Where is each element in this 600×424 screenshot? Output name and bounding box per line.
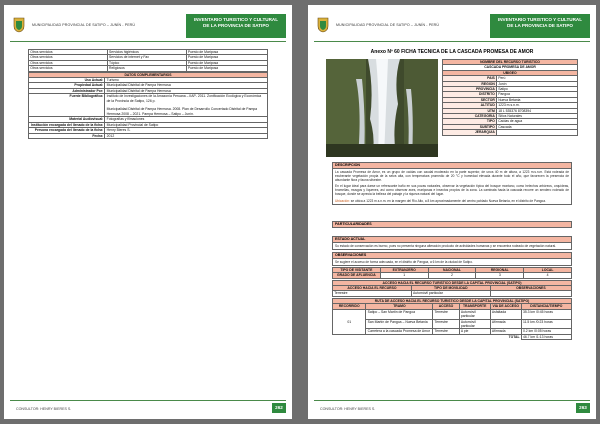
page-left <box>4 5 292 419</box>
table-cell: Automóvil particular <box>459 309 490 319</box>
field-label: Material Audiovisual: <box>29 117 105 122</box>
particularidades-title: PARTICULARIDADES <box>332 221 572 228</box>
route-title: RUTA DE ACCESO HACIA EL RECURSO TURISTICO DESDE LA CAPITAL PROVINCIAL (SATIPO) <box>333 298 572 303</box>
ficha-table-wrap <box>442 59 578 136</box>
field-value: Sitios Naturales <box>497 114 578 119</box>
column-header: TRANSPORTE <box>459 304 490 309</box>
inventory-title-box <box>490 14 590 38</box>
field-label: Uso Actual: <box>29 78 105 83</box>
table-row <box>443 130 578 135</box>
table-cell: GRADO DE AFLUENCIA <box>333 273 381 278</box>
field-label: PROVINCIA <box>443 87 497 92</box>
description-paragraph-1: La cascada Promesa de Amor, es un grupo de caídas con caudal moderado en la parte superior, de unos 40 m de altura, a 1223 m.s.n.m. Está rodeada de exuberante vegetación propia de la selva alta, con temperatura promedio de 20 °C y humedad elevada durante todo el año, que favorecen la presencia de abundante flora y fauna silvestre. <box>335 170 569 183</box>
left-content <box>28 49 268 139</box>
field-value: 1223 m.s.n.m. <box>497 103 578 108</box>
column-header: ACCESO <box>433 304 459 309</box>
table-cell: Terrestre <box>433 329 459 334</box>
location-text: se ubica a 1223 m.s.n.m. en la margen del Río Alto, a 8 km aproximadamente del centro poblado Nueva Betania, en el distrito de Pangoa. <box>350 198 546 203</box>
waterfall-photo <box>326 59 438 157</box>
ficha-table <box>442 59 578 136</box>
field-value: 2012 <box>105 133 268 138</box>
table-cell: 2 <box>428 273 476 278</box>
column-header: ACCESO HACIA EL RECURSO <box>333 286 412 291</box>
field-value: Junín <box>497 81 578 86</box>
municipality-name: MUNICIPALIDAD PROVINCIAL DE SATIPO – JUNÍN - PERÚ <box>336 23 440 27</box>
header-divider <box>314 41 590 42</box>
observaciones-text: Se sugiere el acceso de forma adecuada, en el distrito de Pangoa, a 6 km de la ciudad de Satipo. <box>332 259 572 266</box>
table-cell: Puesto de Mariposa <box>186 55 267 60</box>
column-header: TIPO DE VISITANTE <box>333 267 381 272</box>
table-cell: Afirmada <box>490 319 521 329</box>
table-cell: 11.5 km /0:23 horas <box>521 319 571 329</box>
table-cell: Puesto de Mariposa <box>186 60 267 65</box>
description-box <box>332 169 572 205</box>
field-value: Municipalidad Provincial de Satipo <box>105 122 268 127</box>
page-footer <box>10 400 286 414</box>
table-cell: 3 <box>476 273 524 278</box>
field-value: Henry Bieres S. <box>105 128 268 133</box>
column-header: REGIONAL <box>476 267 524 272</box>
field-value: Pangoa <box>497 92 578 97</box>
right-content <box>332 160 572 340</box>
field-value: Municipalidad Distrital de Pampa Hermosa <box>105 88 268 93</box>
table-cell: Tópico <box>107 60 186 65</box>
description-paragraph-2: En el lugar ideal para darse un refrescante baño en sus pozas naturales, observar la vegetación típica del bosque montano, como helechos arbóreos, orquídeas, bromelias, musgos y líquenes, así como observar aves, mariposas e insectos propios de la zona. La caminata hacia la cascada recorre un sendero rodeado de bosque, donde se aprecia la belleza del paisaje y la riqueza natural del lugar. <box>335 184 569 197</box>
anexo-title: Anexo Nº 60 FICHA TECNICA DE LA CASCADA PROMESA DE AMOR <box>370 49 534 55</box>
column-header: RECORRIDO <box>333 304 366 309</box>
field-label: SUBTIPO <box>443 124 497 129</box>
route-table <box>332 298 572 340</box>
access-title: ACCESO HACIA EL RECURSO TURISTICO DESDE LA CAPITAL PROVINCIAL (SATIPO) <box>333 280 572 285</box>
table-row <box>333 319 572 329</box>
consultant-name: CONSULTOR: HENRY BIERES S. <box>320 407 376 411</box>
consultant-name: CONSULTOR: HENRY BIERES S. <box>16 407 72 411</box>
field-label: Fuente Bibliográfica: <box>29 94 105 117</box>
table-cell: Otros servicios <box>29 55 108 60</box>
table-cell: San Martín de Pangoa – Nueva Betania <box>366 319 433 329</box>
access-table <box>332 280 572 297</box>
field-value: Instituto de Investigaciones de la Amazonía Peruana – IIAP- 2011. Zonificación Ecológica y Económica de la Provincia de Satipo, 126 p. Municipalidad Distrital de Pampa Hermosa. 2008. Plan de Desarrollo Concertado Distrital de Pampa Hermosa 2008 – 2021. Pampa Hermosa – Satipo – Junín. <box>105 94 268 117</box>
route-number: 01 <box>333 309 366 334</box>
table-cell: Otros servicios <box>29 66 108 71</box>
page-right <box>308 5 596 419</box>
field-value: Nueva Betania <box>497 97 578 102</box>
field-value: Cascada <box>497 124 578 129</box>
header-divider <box>10 41 286 42</box>
table-cell: 4 <box>524 273 572 278</box>
table-cell: 1 <box>380 273 428 278</box>
field-label: Administrador Por: <box>29 88 105 93</box>
table-cell: Afirmada <box>490 329 521 334</box>
table-cell: Religiosos <box>107 66 186 71</box>
field-label: PAIS <box>443 76 497 81</box>
column-header: TRAMO <box>366 304 433 309</box>
estado-text: Su estado de conservación es bueno, pues no presenta ninguna alteración producto de actividades humanas y se encuentra rodeado de vegetación natural. <box>332 243 572 250</box>
route-total-value: 46.7 km /1:13 horas <box>521 334 571 339</box>
table-cell: Automóvil particular <box>459 319 490 329</box>
ficha-title-ubigeo: UBIGEO <box>443 70 578 75</box>
field-label: UTM <box>443 108 497 113</box>
page-header <box>10 11 286 43</box>
table-cell: A pie <box>459 329 490 334</box>
table-cell: Satipo – San Martín de Pangoa <box>366 309 433 319</box>
page-number: 263 <box>576 403 590 413</box>
footer-divider <box>314 400 590 401</box>
field-label: Persona encargada del llenado de la ficha: <box>29 128 105 133</box>
description-title: DESCRIPCION <box>332 162 572 169</box>
table-cell: Servicios de internet y Fax <box>107 55 186 60</box>
complementary-table <box>28 72 268 139</box>
field-label: ALTITUD <box>443 103 497 108</box>
table-cell: Carretera a la cascada Promesa de Amor <box>366 329 433 334</box>
table-row <box>29 66 268 71</box>
inventory-title-line2: DE LA PROVINCIA DE SATIPO <box>507 23 573 28</box>
observaciones-title: OBSERVACIONES <box>332 252 572 259</box>
services-table <box>28 49 268 72</box>
location-label: Ubicación: <box>335 198 350 203</box>
column-header: DISTANCIA/TIEMPO <box>521 304 571 309</box>
column-header: LOCAL <box>524 267 572 272</box>
field-value <box>497 130 578 135</box>
column-header: VIA DE ACCESO <box>490 304 521 309</box>
page-footer <box>314 400 590 414</box>
complementary-title: DATOS COMPLEMENTARIOS <box>29 72 268 77</box>
footer-divider <box>10 400 286 401</box>
municipality-name: MUNICIPALIDAD PROVINCIAL DE SATIPO – JUNÍN - PERÚ <box>32 23 136 27</box>
table-cell: Otros servicios <box>29 50 108 55</box>
ficha-title-resource: NOMBRE DEL RECURSO TURISTICO <box>443 60 578 65</box>
field-label: REGION <box>443 81 497 86</box>
route-total-label: TOTAL <box>333 334 522 339</box>
field-value: Satipo <box>497 87 578 92</box>
estado-title: ESTADO ACTUAL <box>332 236 572 243</box>
field-label: CATEGORIA <box>443 114 497 119</box>
table-row <box>29 94 268 117</box>
ficha-resource-name: CASCADA PROMESA DE AMOR <box>443 65 578 70</box>
table-row <box>333 309 572 319</box>
table-cell: Puesto de Mariposa <box>186 50 267 55</box>
column-header: TIPO DE MOVILIDAD <box>411 286 490 291</box>
table-cell: Puesto de Mariposa <box>186 66 267 71</box>
column-header: NACIONAL <box>428 267 476 272</box>
table-cell: 0.2 km /0:05 horas <box>521 329 571 334</box>
field-label: TIPO <box>443 119 497 124</box>
table-cell: Terrestre <box>333 291 412 296</box>
inventory-title-line2: DE LA PROVINCIA DE SATIPO <box>203 23 269 28</box>
field-label: JERARQUIA <box>443 130 497 135</box>
table-cell: Servicios higiénicos <box>107 50 186 55</box>
table-cell: Asfaltada <box>490 309 521 319</box>
field-label: Propiedad Actual: <box>29 83 105 88</box>
field-value: Municipalidad Distrital de Pampa Hermosa <box>105 83 268 88</box>
field-label: DISTRITO <box>443 92 497 97</box>
table-cell: Otros servicios <box>29 60 108 65</box>
inventory-title-line1: INVENTARIO TURISTICO Y CULTURAL <box>193 17 279 22</box>
inventory-title-line1: INVENTARIO TURISTICO Y CULTURAL <box>497 17 583 22</box>
column-header: EXTRANJERO <box>380 267 428 272</box>
table-cell <box>490 291 571 296</box>
field-label: SECTOR <box>443 97 497 102</box>
field-label: Fecha: <box>29 133 105 138</box>
page-number: 262 <box>272 403 286 413</box>
table-row <box>29 133 268 138</box>
inventory-title-box <box>186 14 286 38</box>
visitors-table <box>332 267 572 279</box>
field-value: Caídas de agua <box>497 119 578 124</box>
table-cell: 35.3 km /0:45 horas <box>521 309 571 319</box>
table-cell: Terrestre <box>433 309 459 319</box>
location-paragraph <box>333 198 571 204</box>
municipality-logo-icon <box>316 17 330 33</box>
field-value: Fotografías y filmaciones <box>105 117 268 122</box>
column-header: OBSERVACIONES <box>490 286 571 291</box>
field-value: Turismo <box>105 78 268 83</box>
table-cell: Terrestre <box>433 319 459 329</box>
field-value: 18 L 535376 8708394 <box>497 108 578 113</box>
page-header <box>314 11 590 43</box>
municipality-logo-icon <box>12 17 26 33</box>
field-label: Institución encargada del llenado de la ficha: <box>29 122 105 127</box>
field-value: Perú <box>497 76 578 81</box>
table-cell: Automóvil particular <box>411 291 490 296</box>
